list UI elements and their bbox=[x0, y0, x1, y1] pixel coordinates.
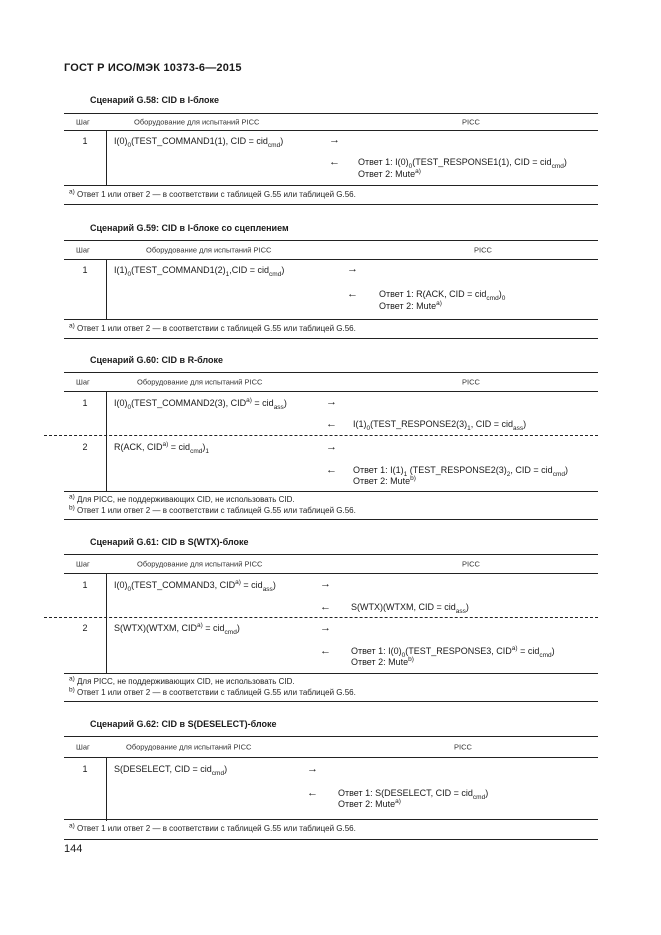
table-header bbox=[64, 737, 598, 758]
scenario-title: Сценарий G.60: CID в R-блоке bbox=[90, 355, 224, 365]
column-divider bbox=[106, 573, 107, 673]
page-number: 144 bbox=[64, 843, 83, 855]
col-picc-header: PICC bbox=[462, 377, 480, 387]
col-picc-header: PICC bbox=[474, 245, 492, 255]
picc-response-1: Ответ 1: R(ACK, CID = $cid_{cmd})_0$ bbox=[379, 289, 506, 302]
col-picc-header: PICC bbox=[462, 559, 480, 569]
picc-response-2: Ответ 2: Mute$^{a)}$ bbox=[358, 168, 421, 179]
arrow-right-icon: → bbox=[347, 263, 358, 275]
col-step-header: Шаг bbox=[76, 742, 90, 752]
pcd-command: S(DESELECT, CID = cid$_{cmd}$) bbox=[114, 764, 228, 777]
arrow-right-icon: → bbox=[326, 441, 337, 453]
document-title: ГОСТ Р ИСО/МЭК 10373-6—2015 bbox=[64, 62, 242, 74]
col-step-header: Шаг bbox=[76, 117, 90, 127]
footnote: $^{a)}$ Ответ 1 или ответ 2 — в соответствии с таблицей G.55 или таблицей G.56. bbox=[69, 322, 356, 333]
scenario-table bbox=[64, 554, 598, 702]
picc-response-1: Ответ 1: $I(1)_1$ ($TEST\_RESPONSE2(3)_2$, CID = cid$_{cmd}$) bbox=[353, 465, 568, 478]
step-number: 1 bbox=[82, 398, 88, 408]
col-pcd-header: Оборудование для испытаний PICC bbox=[137, 377, 263, 387]
scenario-table bbox=[64, 372, 598, 520]
table-header bbox=[64, 555, 598, 574]
step-divider bbox=[44, 617, 598, 618]
scenario-table bbox=[64, 240, 598, 339]
footnote: $^{b)}$ Ответ 1 или ответ 2 — в соответствии с таблицей G.55 или таблицей G.56. bbox=[69, 504, 356, 515]
footnote-divider bbox=[64, 319, 598, 320]
picc-response-1: Ответ 1: $I(0)_0(TEST\_RESPONSE3$, $CID^{a)} = cid_{cmd}$) bbox=[351, 645, 555, 659]
footnote: $^{b)}$ Ответ 1 или ответ 2 — в соответствии с таблицей G.55 или таблицей G.56. bbox=[69, 686, 356, 697]
column-divider bbox=[106, 259, 107, 320]
arrow-left-icon: ← bbox=[320, 601, 331, 613]
col-step-header: Шаг bbox=[76, 245, 90, 255]
arrow-right-icon: → bbox=[320, 622, 331, 634]
column-divider bbox=[106, 391, 107, 491]
arrow-right-icon: → bbox=[329, 134, 340, 146]
arrow-left-icon: ← bbox=[320, 645, 331, 657]
arrow-left-icon: ← bbox=[329, 156, 340, 168]
footnote-divider bbox=[64, 185, 598, 186]
scenario-title: Сценарий G.61: CID в S(WTX)-блоке bbox=[90, 537, 249, 547]
scenario-table bbox=[64, 736, 598, 840]
table-header bbox=[64, 241, 598, 260]
pcd-command: $I(1)_0(TEST\_COMMAND1(2)_1,CID = cid_{cmd})$ bbox=[114, 265, 285, 278]
arrow-right-icon: → bbox=[326, 396, 337, 408]
step-number: 2 bbox=[82, 442, 88, 452]
scenario-title: Сценарий G.58: CID в I-блоке bbox=[90, 95, 220, 105]
footnote: $^{a)}$ Ответ 1 или ответ 2 — в соответствии с таблицей G.55 или таблицей G.56. bbox=[69, 822, 356, 833]
col-pcd-header: Оборудование для испытаний PICC bbox=[137, 559, 263, 569]
pcd-command: $I(0)_0(TEST\_COMMAND1(1)$, CID = cid$_{cmd}$) bbox=[114, 136, 284, 149]
footnote-divider bbox=[64, 673, 598, 674]
step-number: 1 bbox=[82, 764, 88, 774]
step-number: 1 bbox=[82, 265, 88, 275]
col-pcd-header: Оборудование для испытаний PICC bbox=[126, 742, 252, 752]
picc-response-1: Ответ 1: S(DESELECT, CID = cid$_{cmd}$) bbox=[338, 788, 489, 801]
arrow-right-icon: → bbox=[320, 578, 331, 590]
column-divider bbox=[106, 757, 107, 821]
col-picc-header: PICC bbox=[462, 117, 480, 127]
step-number: 2 bbox=[82, 623, 88, 633]
footnote-divider bbox=[64, 491, 598, 492]
pcd-command: $I(0)_0(TEST\_COMMAND2(3)$, $CID^{a)} = cid_{ass}$) bbox=[114, 397, 287, 411]
scenario-title: Сценарий G.59: CID в I-блоке со сцеплением bbox=[90, 223, 289, 233]
picc-response: S(WTX)(WTXM, CID = cid$_{ass}$) bbox=[351, 602, 469, 615]
table-header bbox=[64, 373, 598, 392]
scenario-table bbox=[64, 113, 598, 205]
picc-response-2: Ответ 2: Mute$^{b)}$ bbox=[351, 656, 414, 667]
arrow-left-icon: ← bbox=[307, 787, 318, 799]
arrow-left-icon: ← bbox=[347, 288, 358, 300]
footnote-divider bbox=[64, 819, 598, 820]
step-number: 1 bbox=[82, 136, 88, 146]
arrow-left-icon: ← bbox=[326, 464, 337, 476]
picc-response-2: Ответ 2: Mute$^{b)}$ bbox=[353, 475, 416, 486]
footnote: $^{a)}$ Ответ 1 или ответ 2 — в соответствии с таблицей G.55 или таблицей G.56. bbox=[69, 188, 356, 199]
picc-response-2: Ответ 2: Mute$^{a)}$ bbox=[338, 798, 401, 809]
step-divider bbox=[44, 435, 598, 436]
col-picc-header: PICC bbox=[454, 742, 472, 752]
column-divider bbox=[106, 130, 107, 186]
arrow-left-icon: ← bbox=[326, 418, 337, 430]
picc-response-1: Ответ 1: $I(0)_0(TEST\_RESPONSE1(1)$, CID = cid$_{cmd}$) bbox=[358, 157, 567, 170]
pcd-command: $I(0)_0(TEST\_COMMAND3$, $CID^{a)} = cid_{ass}$) bbox=[114, 579, 276, 593]
pcd-command: S(WTX)(WTXM, $CID^{a)} = cid_{cmd}$) bbox=[114, 622, 240, 636]
table-header bbox=[64, 114, 598, 131]
col-pcd-header: Оборудование для испытаний PICC bbox=[146, 245, 272, 255]
scenario-title: Сценарий G.62: CID в S(DESELECT)-блоке bbox=[90, 719, 277, 729]
picc-response-2: Ответ 2: Mute$^{a)}$ bbox=[379, 300, 442, 311]
col-step-header: Шаг bbox=[76, 377, 90, 387]
col-pcd-header: Оборудование для испытаний PICC bbox=[134, 117, 260, 127]
picc-response: $I(1)_0(TEST\_RESPONSE2(3)_1$, CID = cid$_{ass}$) bbox=[353, 419, 527, 432]
pcd-command: R(ACK, $CID^{a)} = cid_{cmd})_1$ bbox=[114, 441, 209, 455]
footnote: $^{a)}$ Для PICC, не поддерживающих CID, не использовать CID. bbox=[69, 675, 295, 686]
col-step-header: Шаг bbox=[76, 559, 90, 569]
footnote: $^{a)}$ Для PICC, не поддерживающих CID, не использовать CID. bbox=[69, 493, 295, 504]
step-number: 1 bbox=[82, 580, 88, 590]
arrow-right-icon: → bbox=[307, 763, 318, 775]
